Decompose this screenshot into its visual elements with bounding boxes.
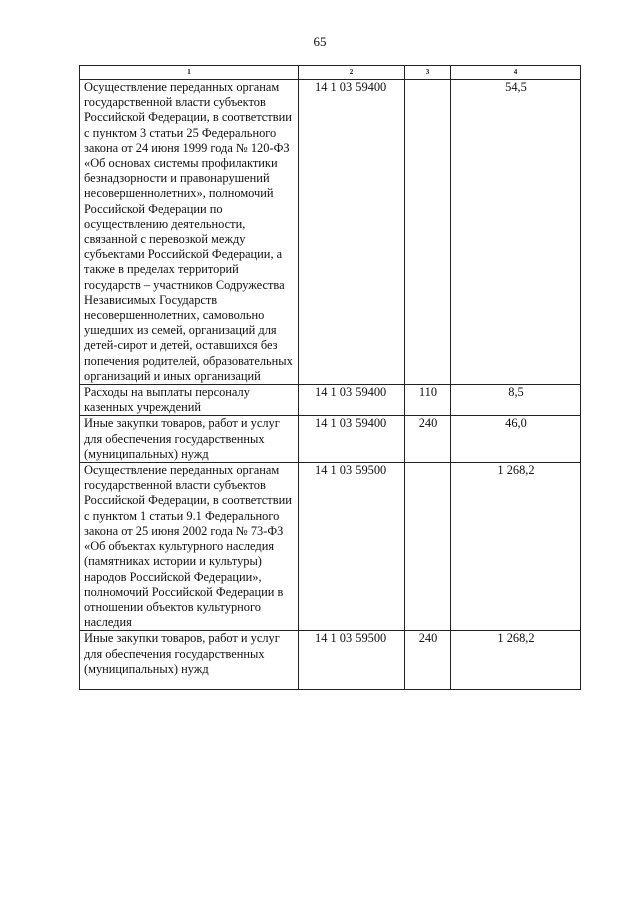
row-code: 14 1 03 59500: [299, 463, 405, 631]
row-expense-kind: 240: [405, 416, 451, 463]
row-code: 14 1 03 59500: [299, 631, 405, 690]
table-row: [80, 385, 581, 416]
row-amount: 1 268,2: [451, 631, 581, 690]
row-description: Иные закупки товаров, работ и услуг для обеспечения государственных (муниципальных) нужд: [80, 416, 299, 463]
row-expense-kind: [405, 463, 451, 631]
row-amount: 46,0: [451, 416, 581, 463]
row-description: Иные закупки товаров, работ и услуг для обеспечения государственных (муниципальных) нужд: [80, 631, 299, 690]
page-number: 65: [313, 34, 327, 49]
row-amount: 54,5: [451, 80, 581, 385]
budget-table: [79, 65, 581, 690]
column-header: 2: [299, 66, 405, 80]
row-expense-kind: [405, 80, 451, 385]
table-row: [80, 463, 581, 631]
table-row: [80, 631, 581, 690]
row-amount: 1 268,2: [451, 463, 581, 631]
column-header: 1: [80, 66, 299, 80]
row-description: Расходы на выплаты персоналу казенных учреждений: [80, 385, 299, 416]
table-row: [80, 80, 581, 385]
row-expense-kind: 110: [405, 385, 451, 416]
column-header: 3: [405, 66, 451, 80]
table-header-row: [80, 66, 581, 80]
column-header: 4: [451, 66, 581, 80]
row-description: Осуществление переданных органам государственной власти субъектов Российской Федерации, в соответствии с пунктом 1 статьи 9.1 Федерального закона от 25 июня 2002 года № 73-ФЗ «Об объектах культурного наследия (памятниках истории и культуры) народов Российской Федерации», полномочий Российской Федерации в отношении объектов культурного наследия: [80, 463, 299, 631]
row-amount: 8,5: [451, 385, 581, 416]
row-expense-kind: 240: [405, 631, 451, 690]
row-code: 14 1 03 59400: [299, 80, 405, 385]
table-row: [80, 416, 581, 463]
row-code: 14 1 03 59400: [299, 385, 405, 416]
row-description: Осуществление переданных органам государственной власти субъектов Российской Федерации, в соответствии с пунктом 3 статьи 25 Федерального закона от 24 июня 1999 года № 120-ФЗ «Об основах системы профилактики безнадзорности и правонарушений несовершеннолетних», полномочий Российской Федерации по осуществлению деятельности, связанной с перевозкой между субъектами Российской Федерации, а также в пределах территорий государств – участников Содружества Независимых Государств несовершеннолетних, самовольно ушедших из семей, организаций для детей-сирот и детей, оставшихся без попечения родителей, образовательных организаций и иных организаций: [80, 80, 299, 385]
row-code: 14 1 03 59400: [299, 416, 405, 463]
